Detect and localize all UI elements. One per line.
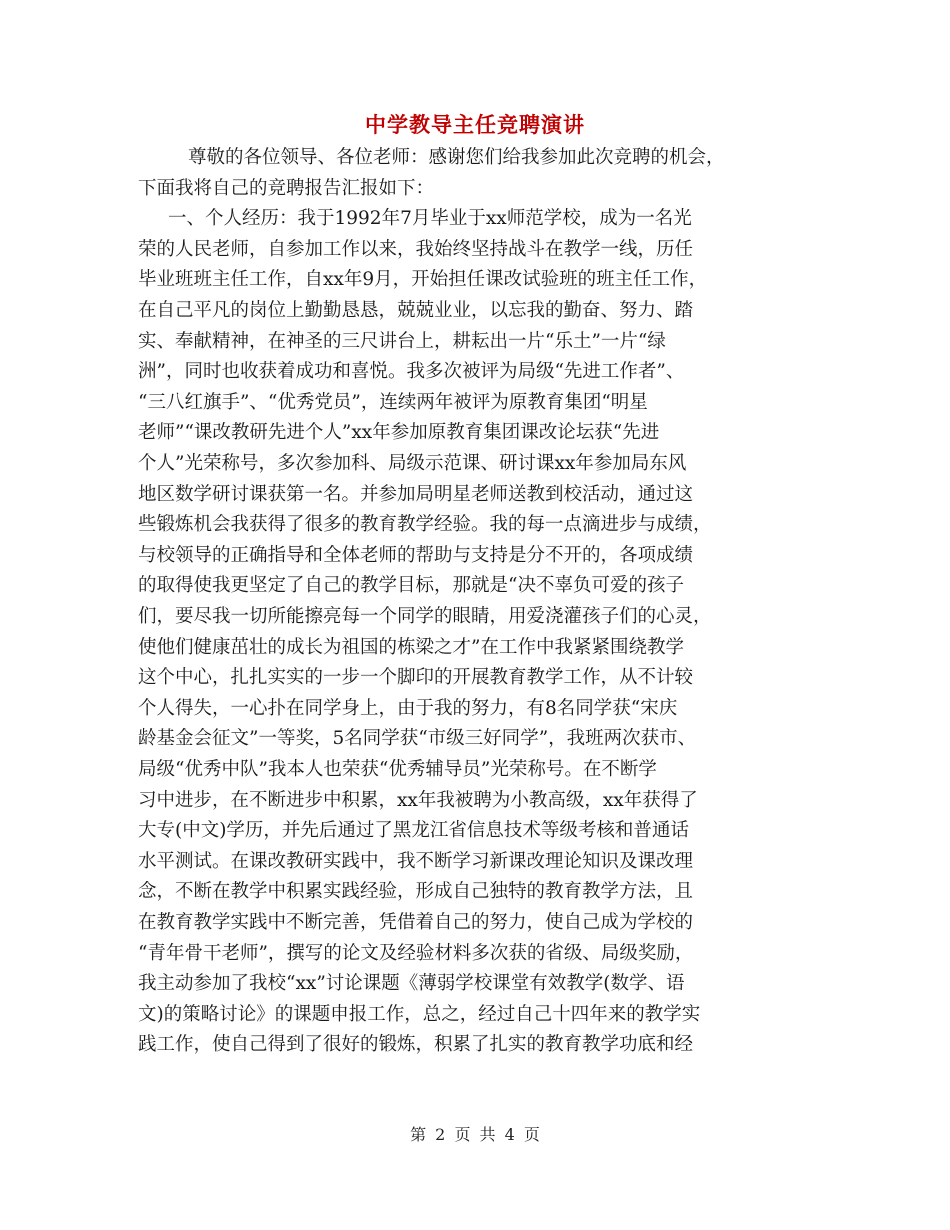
body-line: “青年骨干老师”，撰写的论文及经验材料多次获的省级、局级奖励， <box>138 942 694 964</box>
body-line: 我主动参加了我校“xx”讨论课题《薄弱学校课堂有效教学(数学、语 <box>138 973 685 995</box>
body-line: 念，不断在教学中积累实践经验，形成自己独特的教育教学方法，且 <box>138 881 694 903</box>
body-line: 的取得使我更坚定了自己的教学目标，那就是“决不辜负可爱的孩子 <box>138 575 684 597</box>
body-line: 在自己平凡的岗位上勤勤恳恳，兢兢业业，以忘我的勤奋、努力、踏 <box>138 300 694 321</box>
body-line: 这个中心，扎扎实实的一步一个脚印的开展教育教学工作，从不计较 <box>138 667 694 689</box>
body-line: 洲”，同时也收获着成功和喜悦。我多次被评为局级“先进工作者”、 <box>138 361 685 383</box>
body-line: 们，要尽我一切所能擦亮每一个同学的眼睛，用爱浇灌孩子们的心灵， <box>138 606 712 627</box>
page-footer: 第 2 页 共 4 页 <box>410 1125 540 1144</box>
body-line: 个人得失，一心扑在同学身上，由于我的努力，有8名同学获“宋庆 <box>138 697 678 719</box>
body-line: 文)的策略讨论》的课题申报工作，总之，经过自己十四年来的教学实 <box>138 1003 701 1025</box>
body-line: 些锻炼机会我获得了很多的教育教学经验。我的每一点滴进步与成绩， <box>138 514 712 536</box>
body-line: 践工作，使自己得到了很好的锻炼，积累了扎实的教育教学功底和经 <box>138 1034 694 1056</box>
body-line: 实、奉献精神，在神圣的三尺讲台上，耕耘出一片“乐土”一片“绿 <box>138 330 666 352</box>
body-line: 大专(中文)学历，并先后通过了黑龙江省信息技术等级考核和普通话 <box>138 820 689 842</box>
body-line: 下面我将自己的竞聘报告汇报如下： <box>138 177 435 199</box>
body-line: 荣的人民老师，自参加工作以来，我始终坚持战斗在教学一线，历任 <box>138 238 694 260</box>
body-line: 地区数学研讨课获第一名。并参加局明星老师送教到校活动，通过这 <box>138 483 694 505</box>
body-line: 一、个人经历：我于1992年7月毕业于xx师范学校，成为一名光 <box>168 208 692 230</box>
body-line: 局级“优秀中队”我本人也荣获“优秀辅导员”光荣称号。在不断学 <box>138 759 657 780</box>
body-line: 与校领导的正确指导和全体老师的帮助与支持是分不开的，各项成绩 <box>138 544 694 566</box>
document-title: 中学教导主任竞聘演讲 <box>365 113 585 137</box>
body-line: 老师”“课改教研先进个人”xx年参加原教育集团课改论坛获“先进 <box>138 422 660 444</box>
body-line: 习中进步，在不断进步中积累，xx年我被聘为小教高级，xx年获得了 <box>138 789 698 811</box>
body-line: 尊敬的各位领导、各位老师：感谢您们给我参加此次竞聘的机会， <box>188 147 725 168</box>
body-line: 个人”光荣称号，多次参加科、局级示范课、研讨课xx年参加局东风 <box>138 453 687 474</box>
body-line: 水平测试。在课改教研实践中，我不断学习新课改理论知识及课改理 <box>138 850 694 872</box>
body-line: 毕业班班主任工作，自xx年9月，开始担任课改试验班的班主任工作， <box>138 269 708 291</box>
body-line: “三八红旗手”、“优秀党员”，连续两年被评为原教育集团“明星 <box>138 391 648 413</box>
body-line: 使他们健康茁壮的成长为祖国的栋梁之才”在工作中我紧紧围绕教学 <box>138 636 684 658</box>
body-line: 在教育教学实践中不断完善，凭借着自己的努力，使自己成为学校的 <box>138 912 694 933</box>
body-line: 龄基金会征文”一等奖，5名同学获“市级三好同学”，我班两次获市、 <box>138 728 697 750</box>
